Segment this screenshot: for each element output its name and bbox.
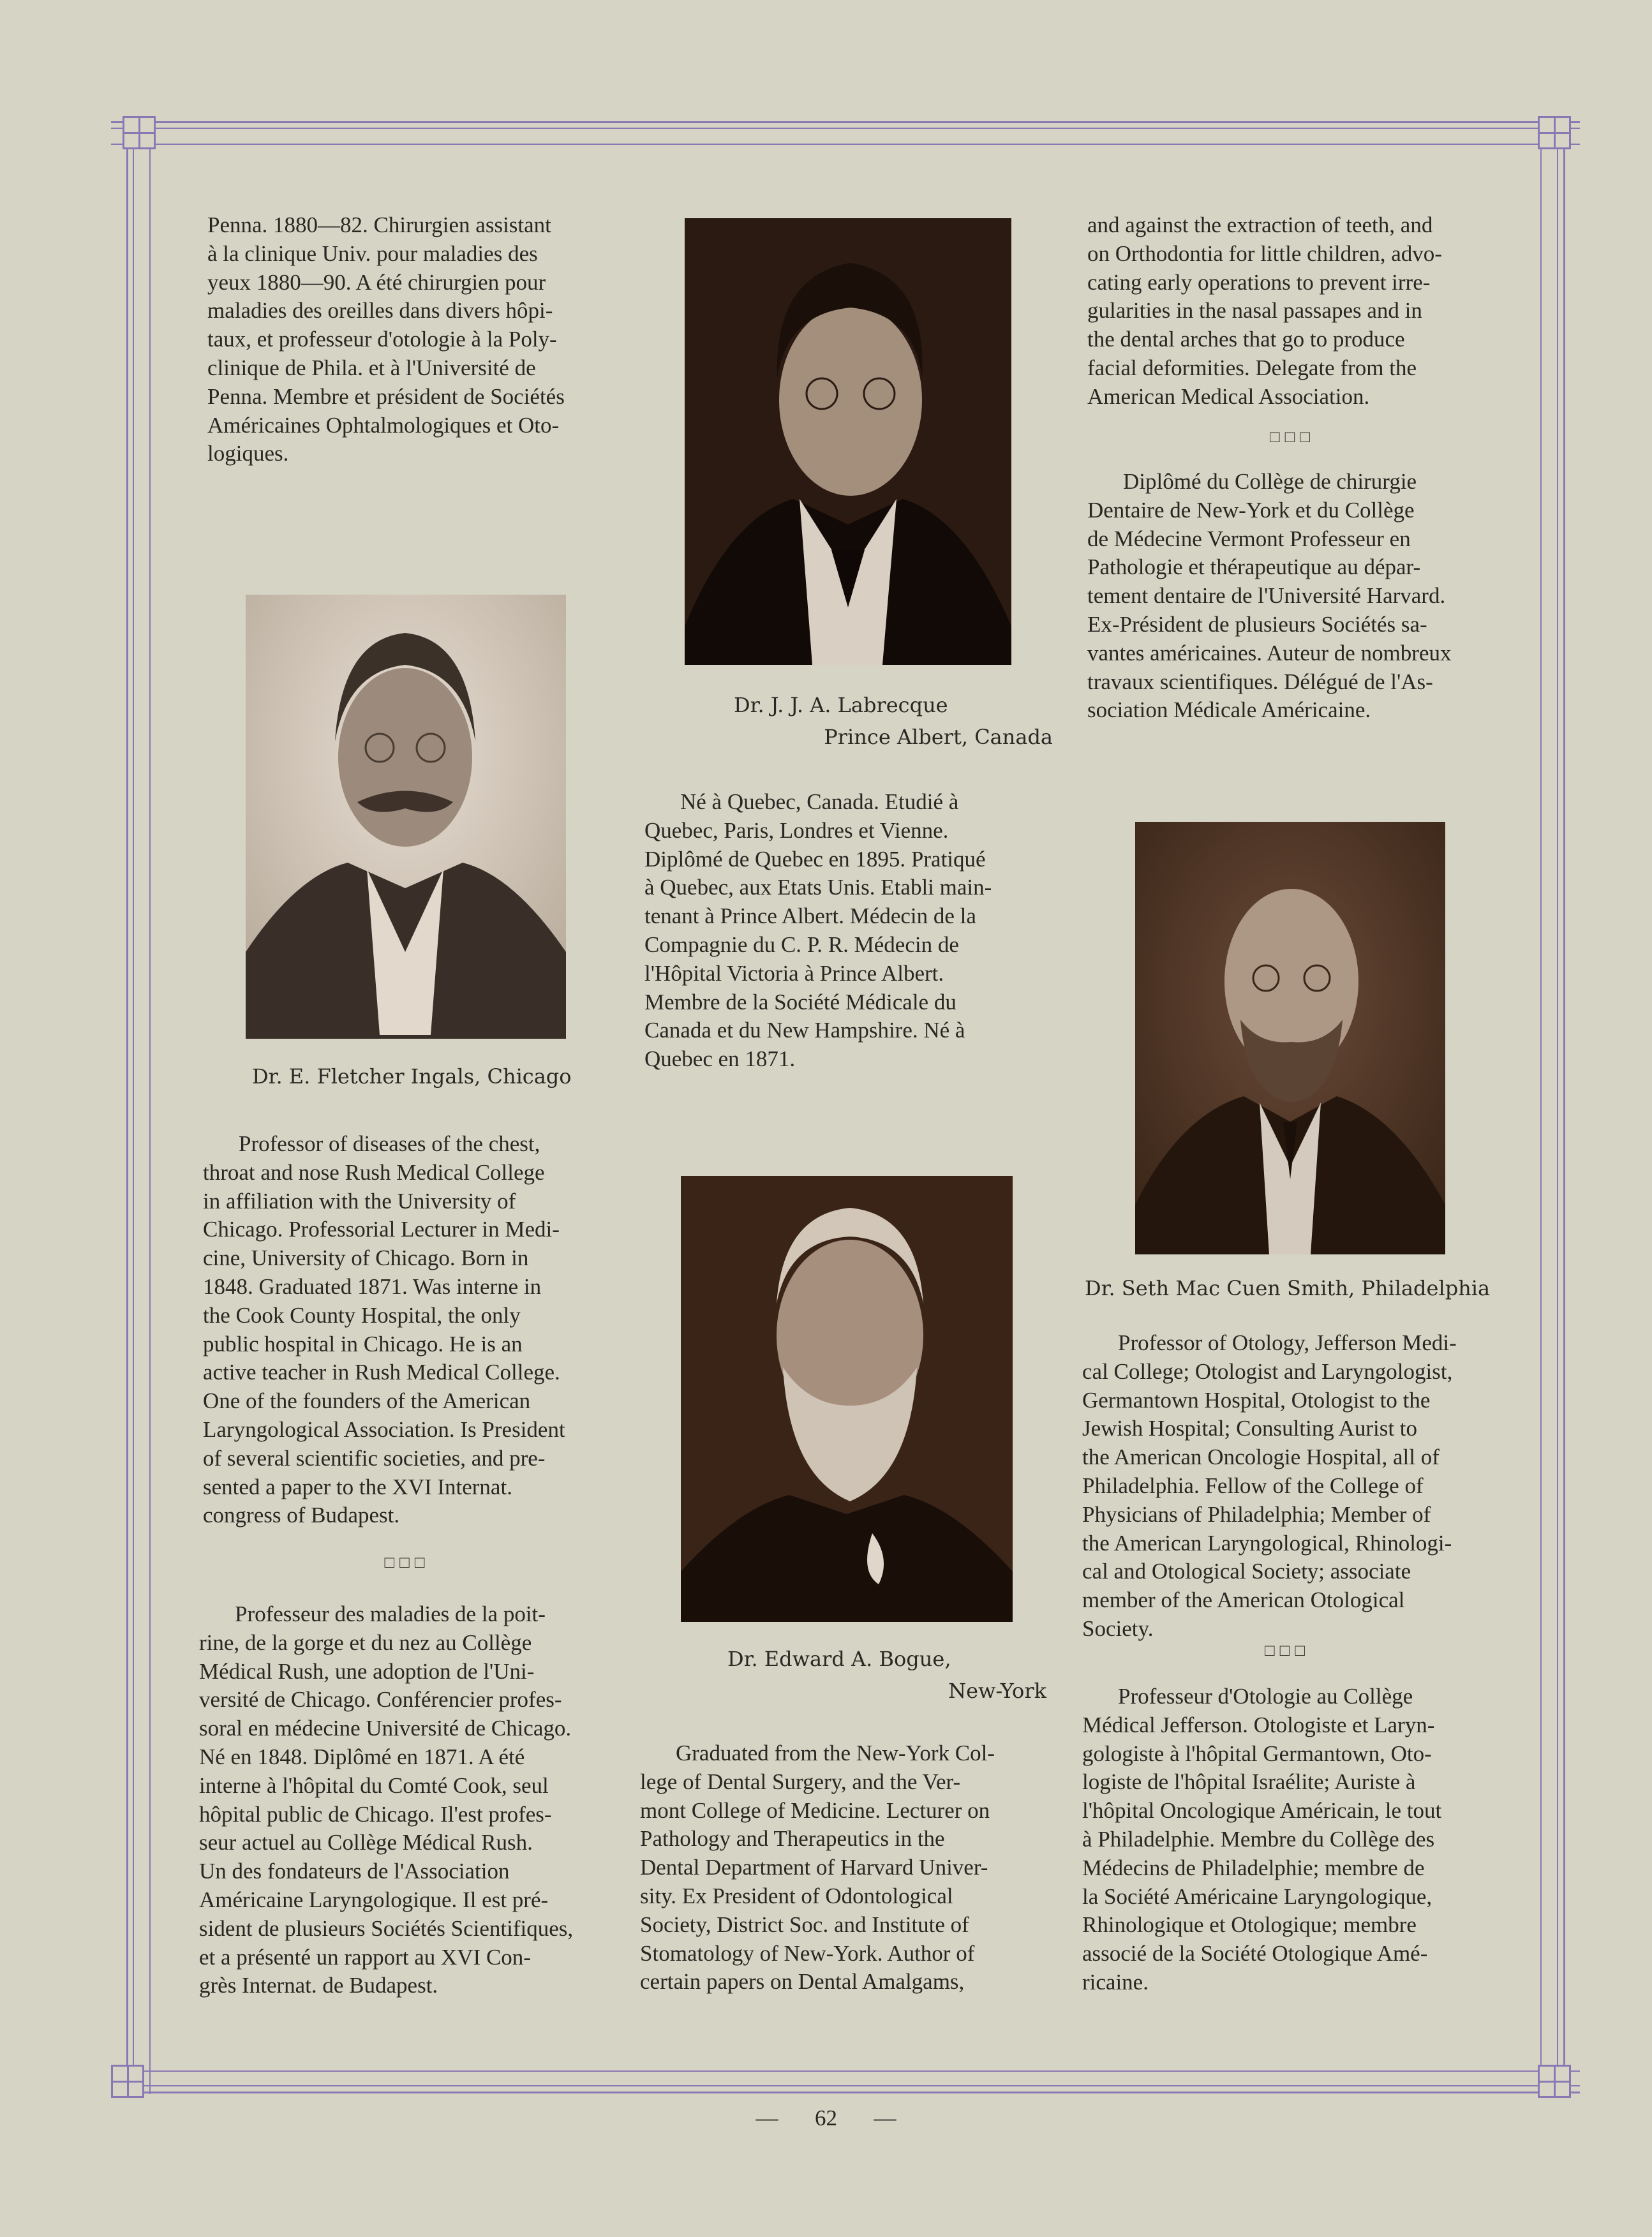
- section-separator: □□□: [1264, 1641, 1311, 1660]
- portrait-photo-ingals: [246, 595, 566, 1039]
- caption-labrecque-place: Prince Albert, Canada: [824, 725, 1053, 749]
- paragraph-smith-english: Professor of Otology, Jefferson Medi- cal College; Otologist and Laryngologist, Germantown Hospital, Otologist to the Jewish Hospital; Consulting Aurist to the American Oncologie Hospital, all of Philadelphia. Fellow of the College of Physicians of Philadelphia; Member of the American Laryngological, Rhinologi- cal and Otological Society; associate member of the American Otological Society.: [1082, 1330, 1457, 1641]
- caption-bogue: [727, 1643, 1046, 1707]
- frame-corner-ornament: [1538, 2065, 1571, 2098]
- paragraph-smith-french: Professeur d'Otologie au Collège Médical Jefferson. Otologiste et Laryn- gologiste à l'hôpital Germantown, Oto- logiste de l'hôpital Israélite; Auriste à l'hôpital Oncologique Américain, le tout à Philadelphie. Membre du Collège des Médecins de Philadelphie; membre de la Société Américaine Laryngologique, Rhinologique et Otologique; membre associé de la Société Otologique Amé- ricaine.: [1082, 1684, 1442, 1995]
- caption-smith: Dr. Seth Mac Cuen Smith, Philadelphia: [1085, 1276, 1491, 1300]
- caption-bogue-name: Dr. Edward A. Bogue,: [727, 1647, 951, 1671]
- paragraph-bogue-english-continued: and against the extraction of teeth, and on Orthodontia for little children, advo- cating early operations to prevent irre- gularities in the nasal passapes and in the dental arches that go to produce facial deformities. Delegate from the American Medical Association.: [1087, 212, 1442, 409]
- caption-labrecque-name: Dr. J. J. A. Labrecque: [734, 693, 948, 717]
- paragraph-labrecque-french: Né à Quebec, Canada. Etudié à Quebec, Paris, Londres et Vienne. Diplômé de Quebec en 1895. Pratiqué à Quebec, aux Etats Unis. Etabli main- tenant à Prince Albert. Médecin de la Compagnie du C. P. R. Médecin de l'Hôpital Victoria à Prince Albert. Membre de la Société Médicale du Canada et du New Hampshire. Né à Quebec en 1871.: [644, 789, 992, 1072]
- page-number-value: 62: [815, 2106, 837, 2130]
- frame-corner-ornament: [111, 2065, 144, 2098]
- paragraph-bogue-english: Graduated from the New-York Col- lege of Dental Surgery, and the Ver- mont College of Medicine. Lecturer on Pathology and Therapeutics in the Dental Department of Harvard Univer- sity. Ex President of Odontological Society, District Soc. and Institute of Stomatology of New-York. Author of certain papers on Dental Amalgams,: [640, 1741, 995, 1995]
- paragraph-bogue-french: Diplômé du Collège de chirurgie Dentaire de New-York et du Collège de Médecine Vermont Professeur en Pathologie et thérapeutique au dépar- tement dentaire de l'Université Harvard. Ex-Président de plusieurs Sociétés sa- vantes américaines. Auteur de nombreux travaux scientifiques. Délégué de l'As- sociation Médicale Américaine.: [1087, 469, 1452, 723]
- caption-bogue-place: New-York: [948, 1679, 1046, 1703]
- caption-ingals: Dr. E. Fletcher Ingals, Chicago: [252, 1064, 572, 1089]
- caption-labrecque: [734, 689, 1053, 753]
- folio-dash-left: —: [755, 2106, 778, 2130]
- section-separator: □□□: [384, 1553, 430, 1572]
- page-number: [0, 2106, 1652, 2131]
- section-separator: □□□: [1269, 427, 1316, 446]
- portrait-photo-smith: [1135, 822, 1445, 1254]
- portrait-photo-bogue: [681, 1176, 1013, 1622]
- frame-corner-ornament: [1538, 116, 1571, 149]
- frame-corner-ornament: [123, 116, 156, 149]
- paragraph-ingals-french: Professeur des maladies de la poit- rine, de la gorge et du nez au Collège Médical Rush, une adoption de l'Uni- versité de Chicago. Conférencier profes- soral en médecine Université de Chicago. Né en 1848. Diplômé en 1871. A été interne à l'hôpital du Comté Cook, seul hôpital public de Chicago. Il'est profes- seur actuel au Collège Médical Rush. Un des fondateurs de l'Association Américaine Laryngologique. Il est pré- sident de plusieurs Sociétés Scientifiques, et a présenté un rapport au XVI Con- grès Internat. de Budapest.: [199, 1602, 574, 1998]
- folio-dash-right: —: [874, 2106, 897, 2130]
- intro-paragraph: Penna. 1880—82. Chirurgien assistant à la clinique Univ. pour maladies des yeux 1880—90. A été chirurgien pour maladies des oreilles dans divers hôpi- taux, et professeur d'otologie à la Poly- clinique de Phila. et à l'Université de Penna. Membre et président de Sociétés Américaines Ophtalmologiques et Oto- logiques.: [207, 212, 565, 466]
- paragraph-ingals-english: Professor of diseases of the chest, throat and nose Rush Medical College in affiliation with the University of Chicago. Professorial Lecturer in Medi- cine, University of Chicago. Born in 1848. Graduated 1871. Was interne in the Cook County Hospital, the only public hospital in Chicago. He is an active teacher in Rush Medical College. One of the founders of the American Laryngological Association. Is President of several scientific societies, and pre- sented a paper to the XVI Internat. congress of Budapest.: [203, 1131, 565, 1528]
- portrait-photo-labrecque: [685, 218, 1011, 665]
